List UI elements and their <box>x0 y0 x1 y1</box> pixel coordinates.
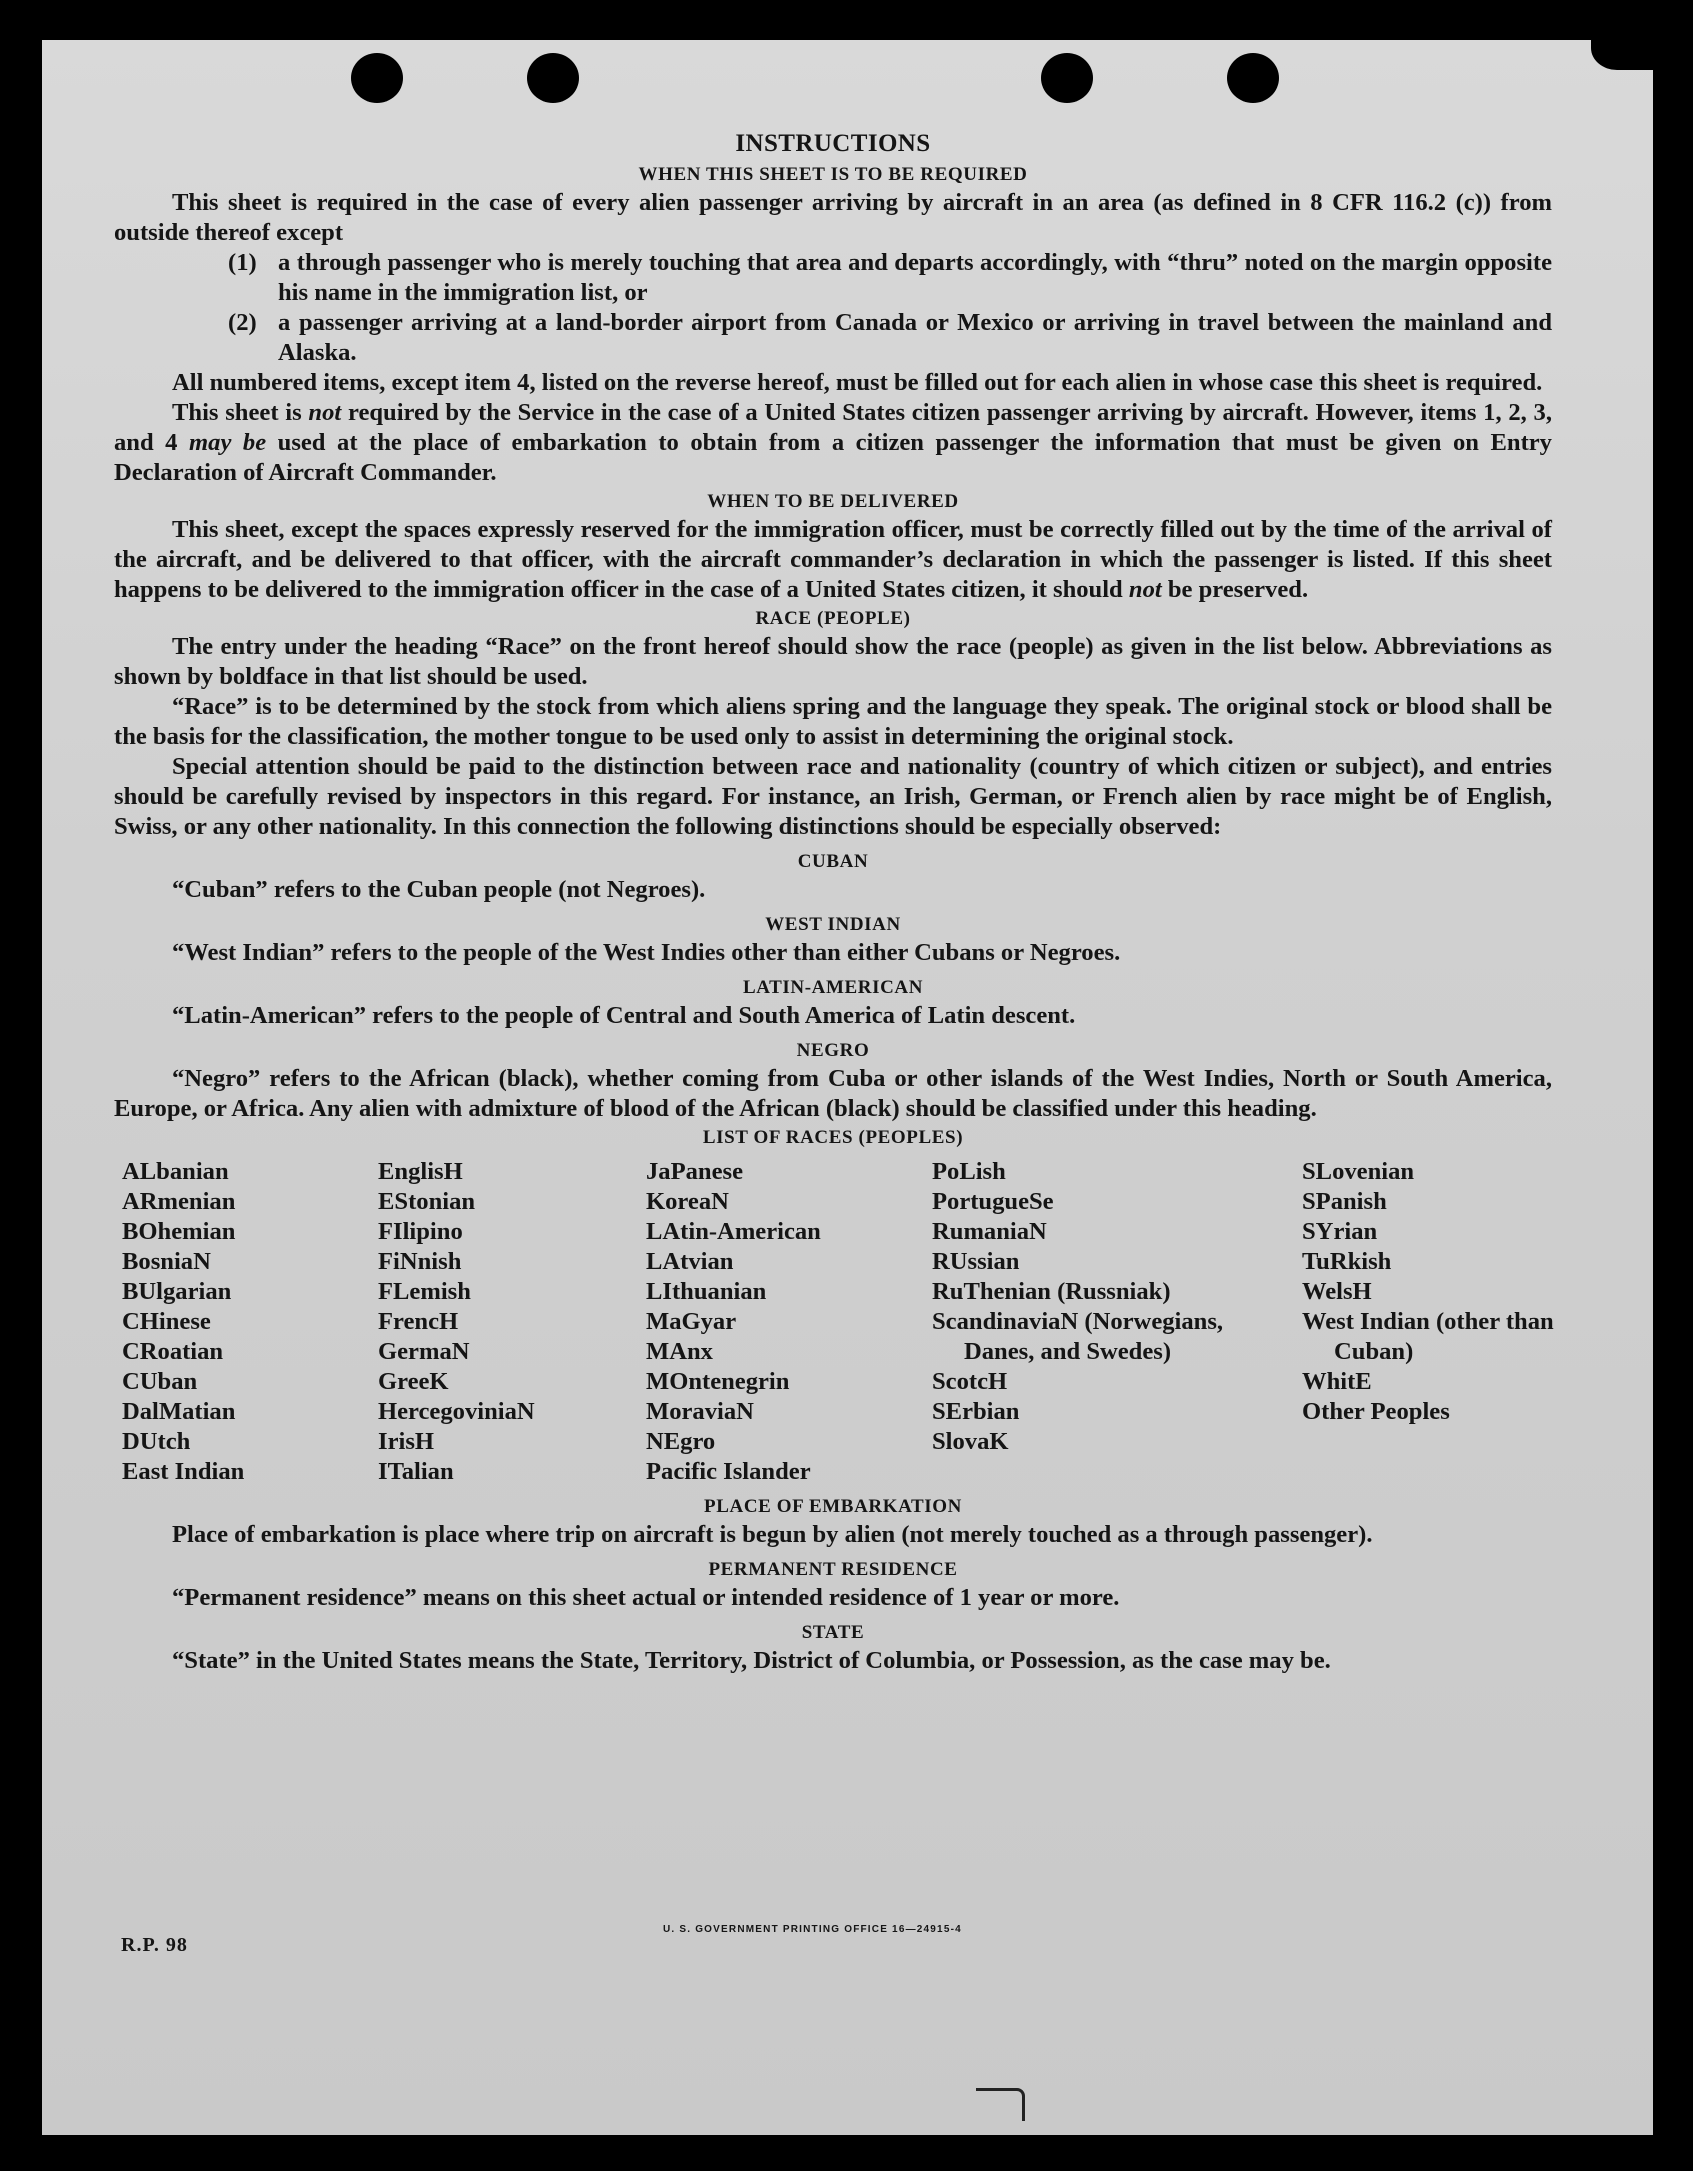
race-list-item: WelsH <box>1302 1278 1372 1305</box>
race-list-item: TuRkish <box>1302 1248 1392 1275</box>
paragraph: This sheet is required in the case of every alien passenger arriving by aircraft in an area (as defined in 8 CFR 116.2 (c)) from outside thereof except <box>114 189 1552 246</box>
paragraph: “Negro” refers to the African (black), whether coming from Cuba or other islands of the West Indies, North or South America, Europe, or Africa. Any alien with admixture of blood of the African (black) should be classified under this heading. <box>114 1065 1552 1122</box>
race-list-item: FLemish <box>378 1278 471 1305</box>
race-list-item: SYrian <box>1302 1218 1378 1245</box>
section-heading-list-of-races: LIST OF RACES (PEOPLES) <box>702 1127 964 1148</box>
paragraph: Place of embarkation is place where trip on aircraft is begun by alien (not merely touched as a through passenger). <box>172 1521 1373 1548</box>
race-list-item: DalMatian <box>122 1398 236 1425</box>
section-heading-embarkation: PLACE OF EMBARKATION <box>704 1496 962 1517</box>
race-column <box>1302 1157 1560 1487</box>
race-list-item: ALbanian <box>122 1158 229 1185</box>
page-title: INSTRUCTIONS <box>735 130 931 157</box>
race-list-item: FiNnish <box>378 1248 462 1275</box>
race-list-item: MaGyar <box>646 1308 737 1335</box>
race-list-item: MOntenegrin <box>646 1368 790 1395</box>
list-item <box>114 308 1552 368</box>
race-list-item: ScotcH <box>932 1368 1008 1395</box>
race-list-item: CUban <box>122 1368 198 1395</box>
race-list-item: Pacific Islander <box>646 1458 811 1485</box>
race-column <box>646 1157 932 1487</box>
item-text: a through passenger who is merely touching that area and departs accordingly, with “thru” noted on the margin opposite his name in the immigration list, or <box>278 249 1552 306</box>
race-list-item: GermaN <box>378 1338 470 1365</box>
race-list-item: ScandinaviaN (Norwegians, Danes, and Swedes) <box>932 1308 1224 1365</box>
race-column <box>932 1157 1302 1487</box>
race-list-item: EnglisH <box>378 1158 463 1185</box>
paragraph: “Latin-American” refers to the people of Central and South America of Latin descent. <box>172 1002 1076 1029</box>
punch-hole <box>351 53 403 103</box>
text-run: be preserved. <box>1161 576 1309 603</box>
race-list-item: East Indian <box>122 1458 245 1485</box>
emphasis: not <box>1128 576 1162 603</box>
race-list-item: RUssian <box>932 1248 1020 1275</box>
race-column <box>114 1157 378 1487</box>
paragraph: “State” in the United States means the State, Territory, District of Columbia, or Possession, as the case may be. <box>172 1647 1331 1674</box>
race-list-item: SErbian <box>932 1398 1020 1425</box>
item-number: (1) <box>228 249 257 276</box>
item-text: a passenger arriving at a land-border airport from Canada or Mexico or arriving in travel between the mainland and Alaska. <box>278 309 1552 366</box>
race-list-item: LAtvian <box>646 1248 734 1275</box>
race-list-item: DUtch <box>122 1428 191 1455</box>
paragraph: Special attention should be paid to the distinction between race and nationality (country of which citizen or subject), and entries should be carefully revised by inspectors in this regard. For instance, an Irish, German, or French alien by race might be of English, Swiss, or any other nationality. In this connection the following distinctions should be especially observed: <box>114 753 1552 840</box>
text-run: This sheet is <box>172 399 309 426</box>
race-list-item: CHinese <box>122 1308 211 1335</box>
list-item <box>114 248 1552 308</box>
section-heading-required: WHEN THIS SHEET IS TO BE REQUIRED <box>638 164 1028 185</box>
paragraph: “Race” is to be determined by the stock from which aliens spring and the language they speak. The original stock or blood shall be the basis for the classification, the mother tongue to be used only to assist in determining the original stock. <box>114 693 1552 750</box>
race-list <box>114 1157 1552 1487</box>
emphasis: not <box>308 399 342 426</box>
race-list-item: SPanish <box>1302 1188 1387 1215</box>
section-heading-delivered: WHEN TO BE DELIVERED <box>707 491 959 512</box>
race-list-item: GreeK <box>378 1368 449 1395</box>
race-list-item: MoraviaN <box>646 1398 754 1425</box>
staple-mark <box>976 2088 1025 2121</box>
race-list-item: PortugueSe <box>932 1188 1054 1215</box>
paragraph: “West Indian” refers to the people of the West Indies other than either Cubans or Negroes. <box>172 939 1121 966</box>
race-list-item: JaPanese <box>646 1158 743 1185</box>
race-list-item: ITalian <box>378 1458 454 1485</box>
race-list-item: BosniaN <box>122 1248 211 1275</box>
punch-hole <box>1227 53 1279 103</box>
punch-hole <box>1041 53 1093 103</box>
race-list-item: RuThenian (Russniak) <box>932 1278 1171 1305</box>
race-list-item: LIthuanian <box>646 1278 767 1305</box>
race-list-item: IrisH <box>378 1428 435 1455</box>
section-heading-residence: PERMANENT RESIDENCE <box>708 1559 958 1580</box>
race-list-item: WhitE <box>1302 1368 1372 1395</box>
race-list-item: BOhemian <box>122 1218 236 1245</box>
race-list-item: MAnx <box>646 1338 713 1365</box>
race-list-item: HercegoviniaN <box>378 1398 535 1425</box>
paragraph <box>114 515 1552 605</box>
punch-hole <box>527 53 579 103</box>
race-list-item: Other Peoples <box>1302 1398 1450 1425</box>
section-heading-cuban: CUBAN <box>797 851 869 872</box>
race-list-item: LAtin-American <box>646 1218 821 1245</box>
text-run: used at the place of embarkation to obtain from a citizen passenger the information that must be given on Entry Declaration of Aircraft Commander. <box>114 429 1552 486</box>
race-list-item: BUlgarian <box>122 1278 232 1305</box>
paragraph <box>114 398 1552 488</box>
torn-corner <box>1591 40 1653 70</box>
paragraph: The entry under the heading “Race” on the front hereof should show the race (people) as given in the list below. Abbreviations as shown by boldface in that list should be used. <box>114 633 1552 690</box>
text-run: This sheet, except the spaces expressly reserved for the immigration officer, must be correctly filled out by the time of the arrival of the aircraft, and be delivered to that officer, with the aircraft commander’s declaration in which the passenger is listed. If this sheet happens to be delivered to the immigration officer in the case of a United States citizen, it should <box>114 516 1552 603</box>
race-list-item: CRoatian <box>122 1338 224 1365</box>
race-list-item: PoLish <box>932 1158 1006 1185</box>
paragraph: All numbered items, except item 4, listed on the reverse hereof, must be filled out for each alien in whose case this sheet is required. <box>172 369 1543 396</box>
paragraph: “Cuban” refers to the Cuban people (not Negroes). <box>172 876 706 903</box>
race-column <box>378 1157 646 1487</box>
race-list-item: RumaniaN <box>932 1218 1047 1245</box>
race-list-item: West Indian (other than Cuban) <box>1302 1308 1554 1365</box>
race-list-item: FIlipino <box>378 1218 463 1245</box>
race-list-item: NEgro <box>646 1428 716 1455</box>
emphasis: may be <box>189 429 267 456</box>
section-heading-race: RACE (PEOPLE) <box>755 608 911 629</box>
instructions-body <box>114 127 1552 1676</box>
section-heading-west-indian: WEST INDIAN <box>765 914 901 935</box>
section-heading-state: STATE <box>801 1622 865 1643</box>
race-list-item: ARmenian <box>122 1188 236 1215</box>
race-list-item: EStonian <box>378 1188 476 1215</box>
race-list-item: SlovaK <box>932 1428 1009 1455</box>
section-heading-negro: NEGRO <box>796 1040 870 1061</box>
section-heading-latin-american: LATIN-AMERICAN <box>742 977 924 998</box>
printer-imprint: U. S. GOVERNMENT PRINTING OFFICE 16—24915-4 <box>663 1924 962 1935</box>
text-run: required by the Service in the case of a United States citizen passenger arriving by aircraft. However, items 1, 2, 3, and 4 <box>114 399 1552 456</box>
item-number: (2) <box>228 309 257 336</box>
race-list-item: FrencH <box>378 1308 459 1335</box>
race-list-item: SLovenian <box>1302 1158 1415 1185</box>
form-number: R.P. 98 <box>121 1934 188 1956</box>
paragraph: “Permanent residence” means on this sheet actual or intended residence of 1 year or more. <box>172 1584 1120 1611</box>
race-list-item: KoreaN <box>646 1188 729 1215</box>
